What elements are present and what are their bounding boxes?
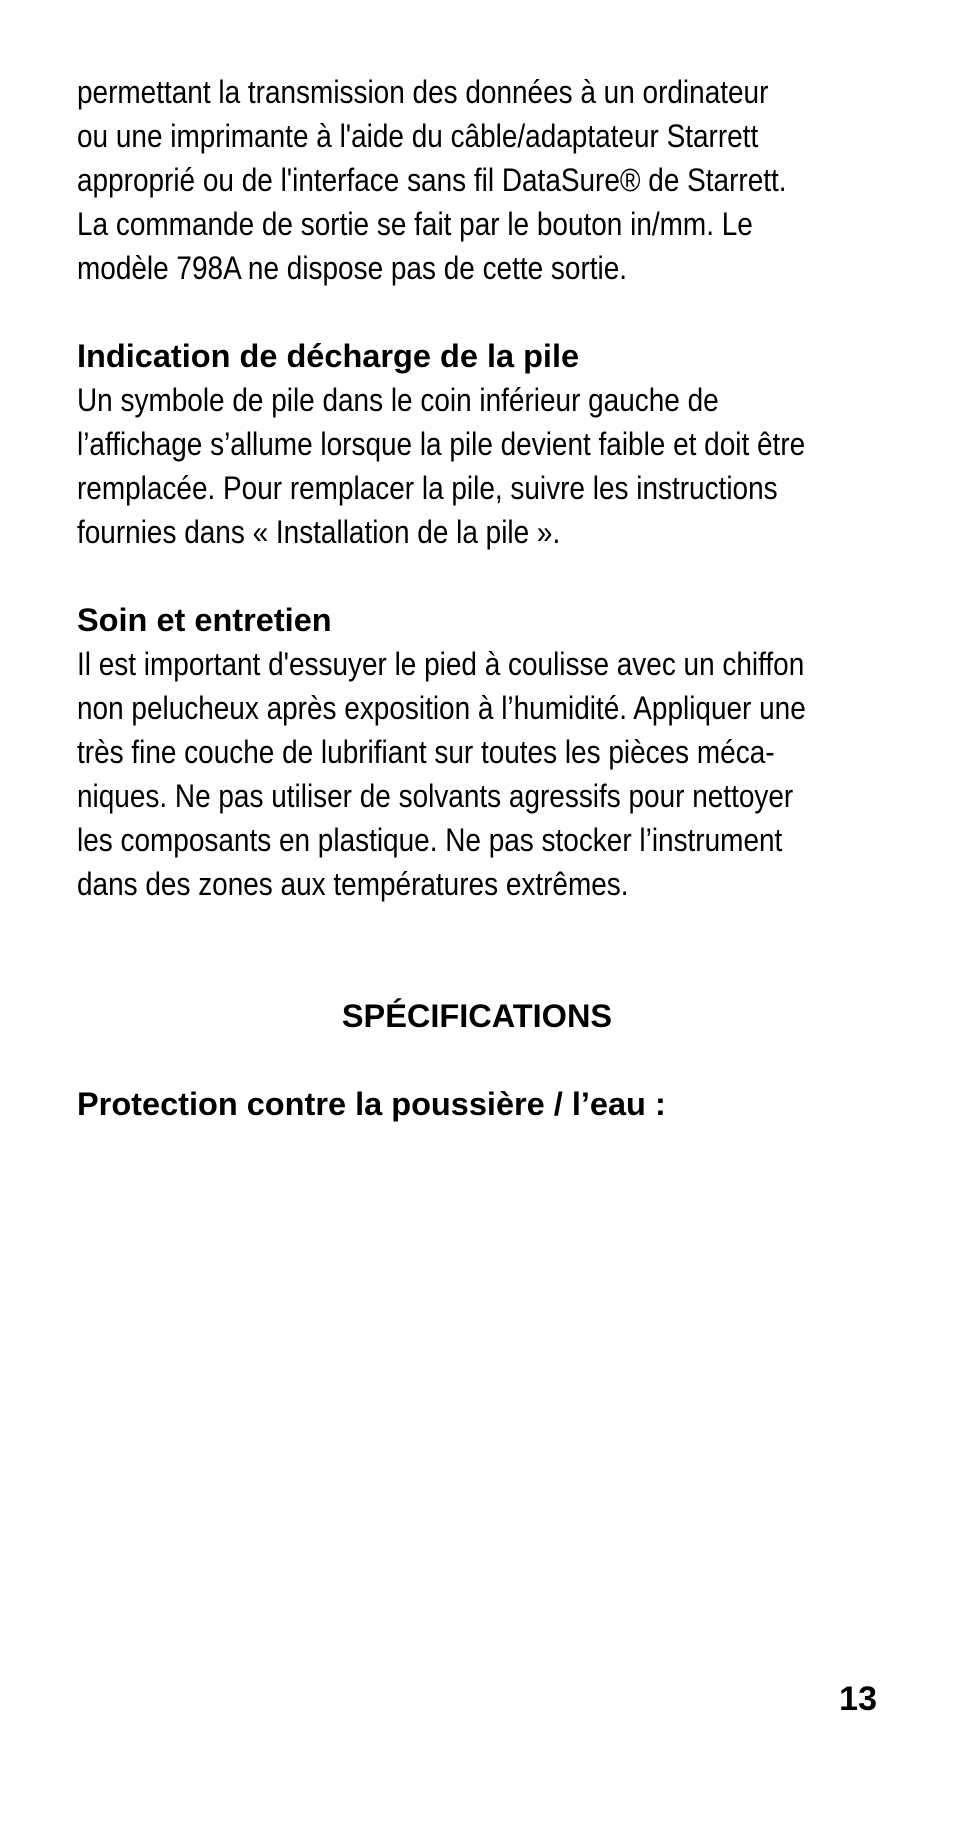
care-line: dans des zones aux températures extrêmes.	[77, 866, 629, 902]
battery-line: remplacée. Pour remplacer la pile, suivre les instructions	[77, 470, 778, 506]
care-heading: Soin et entretien	[77, 602, 332, 638]
battery-line: l’affichage s’allume lorsque la pile devient faible et doit être	[77, 426, 806, 462]
specifications-heading: SPÉCIFICATIONS	[341, 998, 613, 1034]
care-line: Il est important d'essuyer le pied à coulisse avec un chiffon	[77, 646, 805, 682]
care-line: les composants en plastique. Ne pas stocker l’instrument	[77, 822, 783, 858]
battery-heading: Indication de décharge de la pile	[77, 338, 580, 374]
battery-line: Un symbole de pile dans le coin inférieur gauche de	[77, 382, 719, 418]
intro-line: ou une imprimante à l'aide du câble/adaptateur Starrett	[77, 118, 759, 154]
intro-paragraph	[77, 70, 877, 290]
care-paragraph	[77, 642, 877, 906]
intro-line: permettant la transmission des données à un ordinateur	[77, 74, 769, 110]
page-number: 13	[839, 1680, 877, 1718]
care-line: très fine couche de lubrifiant sur toutes les pièces méca-	[77, 734, 775, 770]
care-line: non pelucheux après exposition à l’humidité. Appliquer une	[77, 690, 806, 726]
dust-water-protection-heading: Protection contre la poussière / l’eau :	[77, 1086, 666, 1122]
intro-line: La commande de sortie se fait par le bouton in/mm. Le	[77, 206, 753, 242]
battery-line: fournies dans « Installation de la pile ».	[77, 514, 561, 550]
care-line: niques. Ne pas utiliser de solvants agressifs pour nettoyer	[77, 778, 794, 814]
document-page	[77, 70, 877, 1126]
battery-paragraph	[77, 378, 877, 554]
intro-line: modèle 798A ne dispose pas de cette sortie.	[77, 250, 628, 286]
intro-line: approprié ou de l'interface sans fil DataSure® de Starrett.	[77, 162, 787, 198]
